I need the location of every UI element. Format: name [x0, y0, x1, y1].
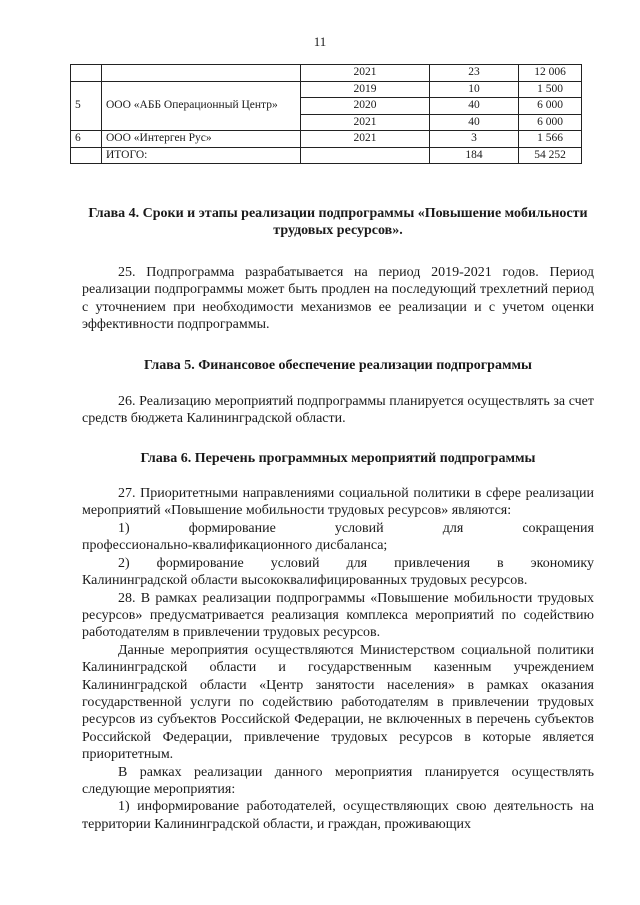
- funding-table: [70, 64, 582, 164]
- list-item-2-word: для: [346, 555, 368, 571]
- table-cell-sum: 1 566: [519, 131, 582, 148]
- table-cell-year: 2021: [301, 65, 430, 82]
- paragraph-planned: В рамках реализации данного мероприятия планируется осуществлять следующие мероприятия:: [82, 764, 594, 797]
- list-item-2-rest: Калининградской области высококвалифицированных трудовых ресурсов.: [82, 573, 528, 589]
- list-item-2-word: 2): [118, 555, 130, 571]
- table-cell-year: 2021: [301, 114, 430, 131]
- table-cell-count: 40: [430, 114, 519, 131]
- paragraph-27: 27. Приоритетными направлениями социальной политики в сфере реализации мероприятий «Повышение мобильности трудовых ресурсов» являются:: [82, 486, 594, 519]
- table-cell-year: [301, 147, 430, 164]
- paragraph-activities: Данные мероприятия осуществляются Министерством социальной политики Калининградской области и государственным казенным учреждением Калининградской области «Центр занятости населения» в рамках оказания государственной услуги по содействию работодателям в привлечении трудовых ресурсов из субъектов Российской Федерации, не включенных в перечень субъектов Российской Федерации, привлечение трудовых ресурсов в которые является приоритетным.: [82, 642, 594, 763]
- table-cell-sum: 6 000: [519, 98, 582, 115]
- table-row: [71, 131, 582, 148]
- list-item-2-word: экономику: [530, 555, 594, 571]
- chapter-5-title: Глава 5. Финансовое обеспечение реализации подпрограммы: [144, 358, 532, 374]
- table-cell-count: 184: [430, 147, 519, 164]
- list-item-1-word: формирование: [188, 520, 276, 536]
- list-item-2-word: формирование: [156, 555, 244, 571]
- list-item-2-word: в: [497, 555, 504, 571]
- table-cell-num: [71, 147, 102, 164]
- table-row: [71, 147, 582, 164]
- table-cell-year: 2020: [301, 98, 430, 115]
- table-cell-name: ИТОГО:: [102, 147, 301, 164]
- table-cell-count: 23: [430, 65, 519, 82]
- table-cell-sum: 6 000: [519, 114, 582, 131]
- table-cell-num: 6: [71, 131, 102, 148]
- table-cell-num: 5: [71, 81, 102, 131]
- paragraph-25: 25. Подпрограмма разрабатывается на период 2019-2021 годов. Период реализации подпрограммы может быть продлен на последующий трехлетний период с уточнением при необходимости механизмов ее реализации и с учетом оценки эффективности подпрограммы.: [82, 264, 594, 333]
- list-item-2-first-line: [82, 555, 594, 572]
- document-body: [82, 205, 594, 833]
- table-cell-year: 2019: [301, 81, 430, 98]
- table-cell-name: ООО «АББ Операционный Центр»: [102, 81, 301, 131]
- table-cell-num: [71, 65, 102, 82]
- table-cell-count: 40: [430, 98, 519, 115]
- table-cell-name: ООО «Интерген Рус»: [102, 131, 301, 148]
- list-item-1-word: сокращения: [522, 520, 594, 536]
- table-cell-sum: 54 252: [519, 147, 582, 164]
- paragraph-26: 26. Реализацию мероприятий подпрограммы планируется осуществлять за счет средств бюджета Калининградской области.: [82, 393, 594, 427]
- list-item-1-word: для: [442, 520, 464, 536]
- table-row: [71, 65, 582, 82]
- table-cell-sum: 1 500: [519, 81, 582, 98]
- table-cell-sum: 12 006: [519, 65, 582, 82]
- list-item-2-word: условий: [270, 555, 320, 571]
- table-cell-count: 10: [430, 81, 519, 98]
- list-item-1-word: условий: [334, 520, 384, 536]
- table-cell-count: 3: [430, 131, 519, 148]
- paragraph-inform: 1) информирование работодателей, осуществляющих свою деятельность на территории Калининградской области, и граждан, проживающих: [82, 799, 594, 832]
- chapter-4-title: Глава 4. Сроки и этапы реализации подпрограммы «Повышение мобильности трудовых ресурсов».: [88, 206, 588, 239]
- list-item-2-word: привлечения: [394, 555, 471, 571]
- list-item-1-first-line: [82, 520, 594, 537]
- table-row: [71, 81, 582, 98]
- list-item-1-word: 1): [118, 520, 130, 536]
- table-cell-year: 2021: [301, 131, 430, 148]
- table-cell-name: [102, 65, 301, 82]
- list-item-1-rest: профессионально-квалификационного дисбаланса;: [82, 538, 388, 554]
- page-number: 11: [313, 34, 327, 49]
- chapter-6-title: Глава 6. Перечень программных мероприятий подпрограммы: [140, 450, 536, 466]
- paragraph-28: 28. В рамках реализации подпрограммы «Повышение мобильности трудовых ресурсов» предусматривается реализация комплекса мероприятий по содействию работодателям в привлечении трудовых ресурсов.: [82, 590, 594, 641]
